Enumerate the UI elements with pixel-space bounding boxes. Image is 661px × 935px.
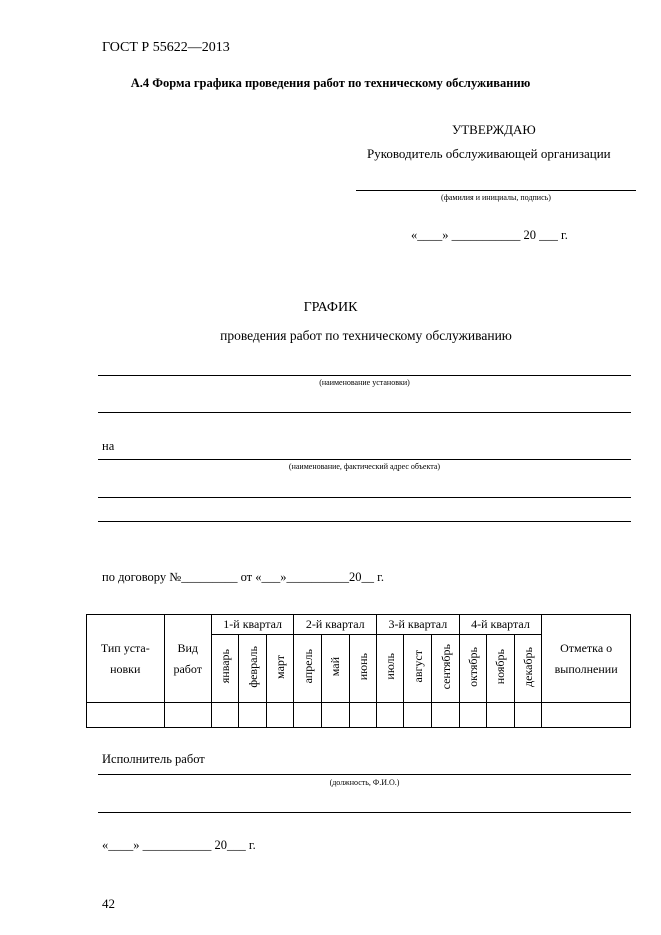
signature-line [356, 190, 636, 191]
standard-number: ГОСТ Р 55622—2013 [102, 40, 230, 55]
month-label: апрель [300, 649, 315, 684]
installation-line [98, 375, 631, 376]
object-line-2 [98, 497, 631, 498]
executor-line [98, 774, 631, 775]
table-cell [267, 703, 294, 728]
table-cell [349, 703, 376, 728]
table-cell [432, 703, 459, 728]
executor-date-line: «____» ___________ 20___ г. [102, 838, 256, 852]
table-cell [164, 703, 211, 728]
month-cell [321, 635, 349, 703]
month-cell [294, 635, 321, 703]
quarter-3: 3-й квартал [377, 615, 460, 635]
page-number: 42 [102, 896, 115, 911]
month-cell [349, 635, 376, 703]
signature-caption: (фамилия и инициалы, подпись) [441, 193, 551, 202]
approve-label: УТВЕРЖДАЮ [452, 122, 536, 137]
contract-line: по договору №_________ от «___»__________20__ г. [102, 570, 384, 584]
month-label: июнь [355, 652, 370, 681]
month-cell [267, 635, 294, 703]
installation-line-2 [98, 412, 631, 413]
executor-caption: (должность, Ф.И.О.) [329, 778, 400, 787]
table-cell [239, 703, 267, 728]
table-cell [542, 703, 631, 728]
month-label: октябрь [465, 646, 480, 687]
month-label: январь [217, 649, 232, 684]
month-label: март [273, 654, 288, 679]
month-label: сентябрь [438, 643, 453, 690]
object-line [98, 459, 631, 460]
object-caption: (наименование, фактический адрес объекта) [288, 462, 441, 471]
month-cell [211, 635, 238, 703]
col-header-type: Тип уста-новки [87, 615, 165, 703]
table-cell [404, 703, 432, 728]
col-header-mark: Отметка о выполнении [542, 615, 631, 703]
month-cell [404, 635, 432, 703]
table-cell [321, 703, 349, 728]
month-label: февраль [245, 645, 260, 688]
month-cell [486, 635, 514, 703]
section-title: А.4 Форма графика проведения работ по техническому обслуживанию [130, 76, 531, 90]
na-label: на [102, 439, 115, 453]
document-subtitle: проведения работ по техническому обслуживанию [220, 328, 512, 343]
executor-label: Исполнитель работ [102, 752, 205, 766]
month-label: август [410, 650, 425, 683]
month-cell [377, 635, 404, 703]
executor-line-2 [98, 812, 631, 813]
table-cell [459, 703, 486, 728]
col-header-kind: Вид работ [164, 615, 211, 703]
table-cell [377, 703, 404, 728]
table-cell [211, 703, 238, 728]
table-cell [87, 703, 165, 728]
quarter-4: 4-й квартал [459, 615, 542, 635]
table-cell [294, 703, 321, 728]
table-cell [515, 703, 542, 728]
month-label: июль [383, 653, 398, 680]
month-label: ноябрь [493, 648, 508, 685]
month-cell [239, 635, 267, 703]
installation-caption: (наименование установки) [319, 378, 410, 387]
object-line-3 [98, 521, 631, 522]
table-row [87, 703, 631, 728]
approval-date-line: «____» ___________ 20 ___ г. [411, 228, 568, 242]
month-label: декабрь [521, 646, 536, 687]
month-cell [432, 635, 459, 703]
head-of-organization: Руководитель обслуживающей организации [367, 146, 611, 161]
month-cell [515, 635, 542, 703]
table-cell [486, 703, 514, 728]
quarter-1: 1-й квартал [211, 615, 294, 635]
schedule-table [86, 614, 631, 728]
month-label: май [328, 656, 343, 677]
document-title: ГРАФИК [303, 300, 358, 315]
month-cell [459, 635, 486, 703]
quarter-2: 2-й квартал [294, 615, 377, 635]
